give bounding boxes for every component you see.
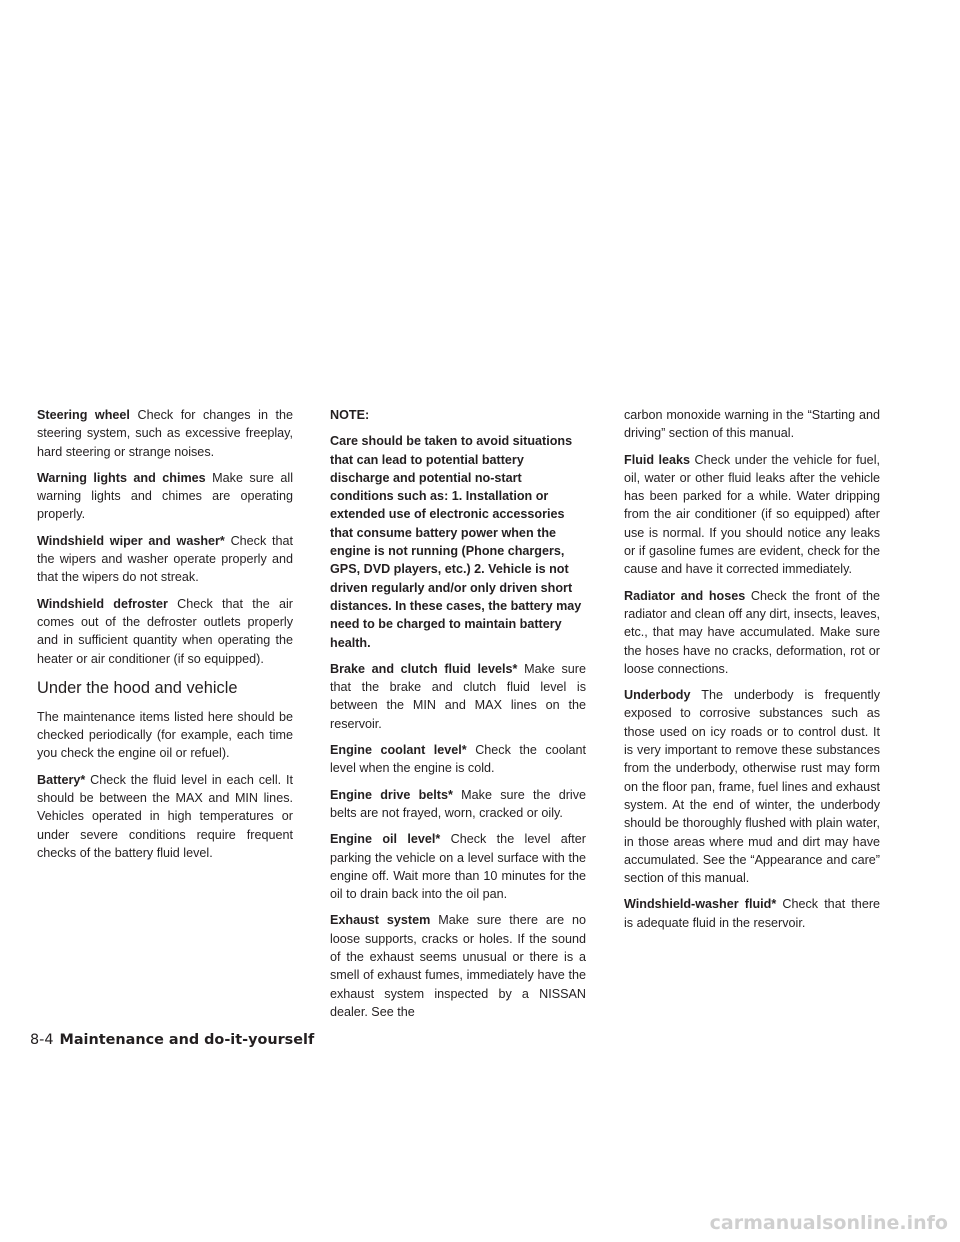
column-1 (37, 406, 293, 870)
item-text: Check that the air comes out of the defroster outlets properly and in sufficient quantity when operating the heater or air conditioner (if so equipped). (37, 596, 294, 666)
exhaust-continuation: carbon monoxide warning in the “Starting and driving” section of this manual. (624, 408, 880, 441)
page-footer (30, 1030, 314, 1050)
item-exhaust-system (330, 911, 586, 1021)
item-engine-belts (330, 786, 586, 823)
item-term: Radiator and hoses (624, 588, 746, 603)
section-intro: The maintenance items listed here should be checked periodically (for example, each time you check the engine oil or refuel). (37, 709, 293, 761)
item-text: Check that there is adequate fluid in the reservoir. (624, 897, 881, 930)
item-term: Fluid leaks (624, 452, 691, 467)
item-term: Engine coolant level* (330, 743, 467, 758)
item-text: Check under the vehicle for fuel, oil, water or other fluid leaks after the vehicle has been parked for a while. Water dripping from the air conditioner (if so equipped) after use is normal. If you should notice any leaks or if gasoline fumes are evident, check for the cause and have it corrected immediately. (624, 452, 880, 577)
item-text: Make sure there are no loose supports, cracks or holes. If the sound of the exhaust seems unusual or there is a smell of exhaust fumes, immediately have the exhaust system inspected by a NISSAN dealer. See the (330, 913, 586, 1019)
item-battery (37, 771, 293, 862)
item-term: Engine oil level* (330, 832, 441, 847)
item-windshield-wiper (37, 532, 293, 587)
item-text: Check the coolant level when the engine is cold. (330, 743, 587, 776)
watermark: carmanualsonline.info (709, 1212, 948, 1234)
item-term: Warning lights and chimes (37, 470, 206, 485)
item-brake-clutch (330, 660, 586, 733)
item-text: Check for changes in the steering system, such as excessive freeplay, hard steering or strange noises. (37, 408, 294, 459)
item-term: Exhaust system (330, 913, 431, 928)
item-underbody (624, 686, 880, 887)
item-fluid-leaks (624, 451, 880, 579)
item-term: Windshield-washer fluid* (624, 897, 777, 912)
note-label: NOTE: (330, 408, 370, 422)
column-3 (624, 406, 880, 940)
item-text: Make sure that the brake and clutch fluid level is between the MIN and MAX lines on the reservoir. (330, 661, 586, 731)
item-term: Underbody (624, 688, 691, 703)
item-washer-fluid (624, 895, 880, 932)
item-text: Check the level after parking the vehicle on a level surface with the engine off. Wait more than 10 minutes for the oil to drain back into the oil pan. (330, 832, 586, 902)
column-2 (330, 406, 586, 1029)
item-warning-lights (37, 469, 293, 524)
item-term: Battery* (37, 772, 86, 787)
item-term: Steering wheel (37, 408, 130, 422)
item-term: Brake and clutch fluid levels* (330, 661, 518, 676)
section-heading: Under the hood and vehicle (37, 678, 238, 697)
item-steering-wheel (37, 406, 293, 461)
item-text: Check that the wipers and washer operate properly and that the wipers do not streak. (37, 533, 293, 585)
item-text: Check the front of the radiator and clean off any dirt, insects, leaves, etc., that may have accumulated. Make sure the hoses have no cracks, deformation, rot or loose connections. (624, 588, 880, 676)
item-text: The underbody is frequently exposed to corrosive substances such as those used on icy roads or to control dust. It is very important to remove these substances from the underbody, otherwise rust may form on the floor pan, frame, fuel lines and exhaust system. At the end of winter, the underbody should be thoroughly flushed with plain water, in those areas where mud and dirt may have accumulated. See the “Appearance and care” section of this manual. (624, 688, 880, 886)
item-text: Make sure the drive belts are not frayed, worn, cracked or oily. (330, 787, 587, 820)
item-term: Windshield wiper and washer* (37, 533, 225, 548)
item-radiator (624, 587, 880, 678)
note-text: Care should be taken to avoid situations that can lead to potential battery discharge and potential no-start conditions such as: 1. Installation or extended use of electronic accessories that consume battery power when the engine is not running (Phone chargers, GPS, DVD players, etc.) 2. Vehicle is not driven regularly and/or only driven short distances. In these cases, the battery may need to be charged to maintain battery health. (330, 434, 582, 650)
item-windshield-defroster (37, 595, 293, 668)
item-engine-oil (330, 830, 586, 903)
item-text: Check the fluid level in each cell. It should be between the MAX and MIN lines. Vehicles operated in high temperatures or under severe conditions require frequent checks of the battery fluid level. (37, 772, 293, 860)
footer-section-title: Maintenance and do-it-yourself (59, 1032, 315, 1048)
item-term: Windshield defroster (37, 596, 168, 611)
item-engine-coolant (330, 741, 586, 778)
item-text: Make sure all warning lights and chimes are operating properly. (37, 470, 293, 522)
item-term: Engine drive belts* (330, 787, 453, 802)
page-number: 8-4 (30, 1032, 54, 1048)
